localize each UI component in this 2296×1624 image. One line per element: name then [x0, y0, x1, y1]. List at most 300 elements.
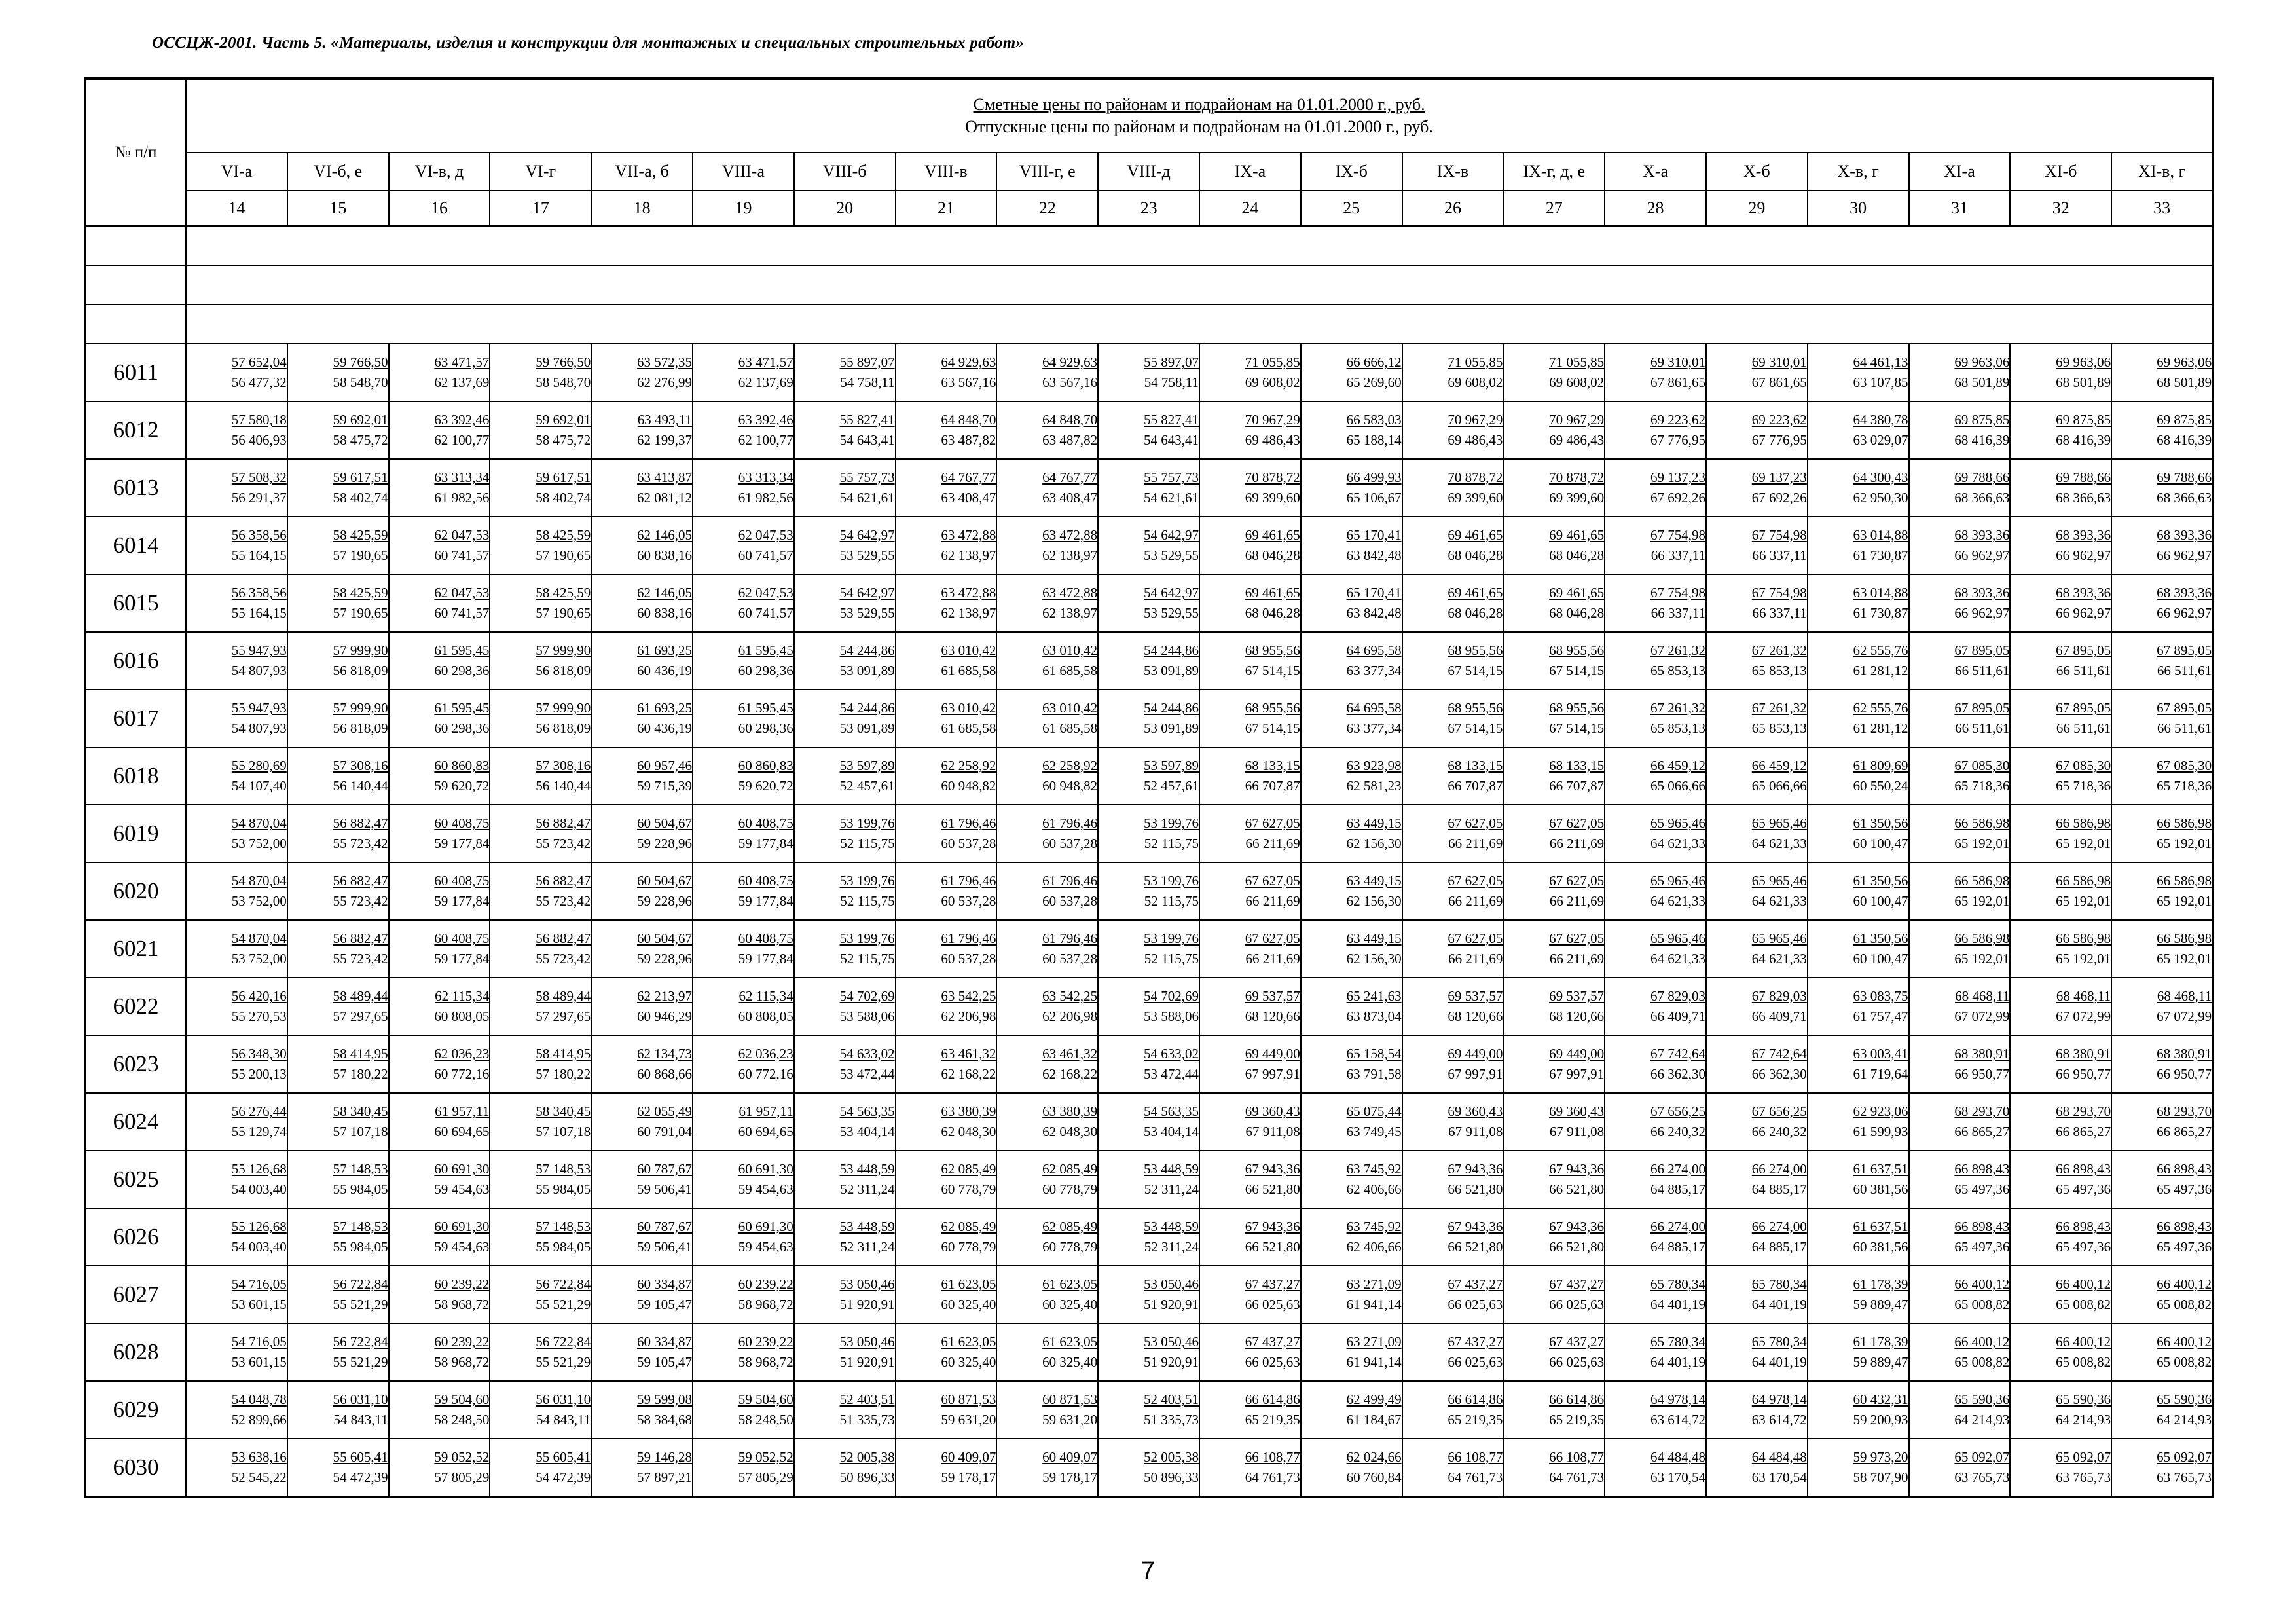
wholesale-price: 54 003,40: [231, 1239, 287, 1255]
wholesale-price: 53 529,55: [1143, 547, 1199, 563]
wholesale-price: 63 170,54: [1650, 1469, 1705, 1485]
estimate-price: 60 957,46: [636, 758, 692, 773]
wholesale-price: 68 416,39: [1954, 432, 2010, 448]
price-cell: [490, 805, 591, 862]
price-cell: [287, 862, 389, 920]
estimate-price: 60 408,75: [738, 931, 793, 946]
price-cell: [693, 1266, 794, 1323]
estimate-price: 54 870,04: [231, 931, 287, 946]
wholesale-price: 52 311,24: [1144, 1239, 1199, 1255]
wholesale-price: 62 156,30: [1346, 951, 1402, 967]
price-cell: [490, 1208, 591, 1266]
price-cell: [186, 920, 287, 978]
estimate-price: 65 092,07: [1954, 1449, 2010, 1465]
estimate-price: 67 754,98: [1751, 585, 1807, 600]
estimate-price: 54 642,97: [839, 527, 895, 543]
estimate-price: 67 742,64: [1751, 1046, 1807, 1061]
wholesale-price: 68 046,28: [1549, 605, 1605, 621]
wholesale-price: 59 200,93: [1853, 1412, 1908, 1428]
price-cell: [2111, 690, 2213, 747]
price-cell: [896, 1035, 997, 1093]
price-cell: [1706, 1093, 1808, 1151]
price-cell: [1503, 574, 1605, 632]
wholesale-price: 66 707,87: [1448, 778, 1503, 794]
price-cell: [1301, 747, 1402, 805]
price-cell: [1808, 862, 1909, 920]
wholesale-price: 56 140,44: [536, 778, 591, 794]
price-cell: [1706, 1439, 1808, 1497]
price-cell: [2010, 344, 2111, 401]
estimate-price: 61 595,45: [434, 700, 490, 716]
estimate-price: 69 223,62: [1751, 412, 1807, 428]
price-cell: [1402, 1323, 1504, 1381]
price-cell: [1808, 747, 1909, 805]
estimate-price: 66 274,00: [1650, 1219, 1705, 1234]
wholesale-price: 65 192,01: [1954, 893, 2010, 909]
estimate-price: 68 468,11: [1955, 988, 2010, 1004]
estimate-price: 56 882,47: [536, 931, 591, 946]
wholesale-price: 60 808,05: [434, 1008, 490, 1024]
price-cell: [287, 1266, 389, 1323]
price-cell: [1706, 1323, 1808, 1381]
estimate-price: 55 827,41: [839, 412, 895, 428]
estimate-price: 69 461,65: [1448, 527, 1503, 543]
table-row: [85, 1266, 2213, 1323]
estimate-price: 60 408,75: [434, 873, 490, 889]
estimate-price: 66 898,43: [2157, 1219, 2212, 1234]
price-cell: [389, 344, 490, 401]
wholesale-price: 67 861,65: [1751, 375, 1807, 390]
wholesale-price: 67 514,15: [1549, 720, 1605, 736]
estimate-price: 62 258,92: [1042, 758, 1098, 773]
district-header-cell: VIII-г, е: [996, 153, 1098, 191]
price-cell: [287, 747, 389, 805]
column-number-cell: 21: [896, 191, 997, 226]
estimate-price: 56 722,84: [333, 1334, 388, 1350]
wholesale-price: 65 066,66: [1650, 778, 1705, 794]
wholesale-price: 66 240,32: [1650, 1124, 1705, 1139]
wholesale-price: 64 885,17: [1650, 1181, 1705, 1197]
wholesale-price: 62 138,97: [941, 605, 996, 621]
estimate-price: 69 963,06: [1954, 354, 2010, 370]
estimate-price: 68 393,36: [2056, 527, 2111, 543]
estimate-price: 57 652,04: [231, 354, 287, 370]
district-header-cell: X-в, г: [1808, 153, 1909, 191]
district-header-cell: IX-в: [1402, 153, 1504, 191]
price-cell: [996, 862, 1098, 920]
price-cell: [186, 805, 287, 862]
district-header-cell: VIII-б: [794, 153, 896, 191]
wholesale-price: 65 497,36: [2157, 1239, 2212, 1255]
wholesale-price: 58 968,72: [434, 1297, 490, 1312]
price-cell: [1909, 344, 2011, 401]
estimate-price: 62 036,23: [434, 1046, 490, 1061]
wholesale-price: 60 741,57: [434, 605, 490, 621]
price-cell: [1909, 1208, 2011, 1266]
price-cell: [1098, 1439, 1199, 1497]
price-cell: [490, 690, 591, 747]
wholesale-price: 68 366,63: [2157, 490, 2212, 506]
wholesale-price: 60 946,29: [636, 1008, 692, 1024]
wholesale-price: 69 399,60: [1448, 490, 1503, 506]
price-cell: [1402, 344, 1504, 401]
price-cell: [794, 690, 896, 747]
price-cell: [490, 1151, 591, 1208]
price-cell: [794, 1381, 896, 1439]
estimate-price: 60 239,22: [434, 1276, 490, 1292]
price-cell: [1503, 1266, 1605, 1323]
wholesale-price: 65 497,36: [2056, 1239, 2111, 1255]
wholesale-price: 60 537,28: [941, 836, 996, 851]
estimate-price: 61 623,05: [941, 1276, 996, 1292]
wholesale-price: 60 298,36: [434, 663, 490, 678]
price-cell: [2111, 1208, 2213, 1266]
wholesale-price: 61 941,14: [1346, 1354, 1402, 1370]
price-cell: [896, 747, 997, 805]
estimate-price: 66 614,86: [1245, 1392, 1300, 1407]
price-cell: [2111, 747, 2213, 805]
price-cell: [1098, 1093, 1199, 1151]
price-cell: [1706, 1208, 1808, 1266]
wholesale-price: 51 920,91: [839, 1354, 895, 1370]
estimate-price: 55 897,07: [839, 354, 895, 370]
estimate-price: 67 627,05: [1549, 931, 1605, 946]
price-cell: [1909, 1266, 2011, 1323]
estimate-price: 67 085,30: [2056, 758, 2111, 773]
price-cell: [389, 459, 490, 517]
table-row: [85, 1208, 2213, 1266]
price-cell: [490, 1439, 591, 1497]
estimate-price: 55 757,73: [839, 470, 895, 485]
estimate-price: 58 414,95: [536, 1046, 591, 1061]
price-cell: [1503, 690, 1605, 747]
price-cell: [1808, 401, 1909, 459]
estimate-price: 55 947,93: [231, 642, 287, 658]
wholesale-price: 57 805,29: [434, 1469, 490, 1485]
estimate-price: 54 244,86: [839, 700, 895, 716]
wholesale-price: 55 723,42: [536, 951, 591, 967]
price-cell: [2111, 862, 2213, 920]
wholesale-price: 60 772,16: [738, 1066, 793, 1082]
wholesale-price: 57 180,22: [333, 1066, 388, 1082]
estimate-price: 62 055,49: [636, 1103, 692, 1119]
estimate-price: 63 083,75: [1853, 988, 1908, 1004]
wholesale-price: 58 475,72: [536, 432, 591, 448]
price-cell: [1706, 632, 1808, 690]
wholesale-price: 69 399,60: [1549, 490, 1605, 506]
wholesale-price: 60 760,84: [1346, 1469, 1402, 1485]
estimate-price: 60 691,30: [738, 1161, 793, 1177]
estimate-price: 67 943,36: [1448, 1161, 1503, 1177]
price-cell: [693, 1323, 794, 1381]
estimate-price: 67 627,05: [1448, 931, 1503, 946]
estimate-price: 67 895,05: [2056, 642, 2111, 658]
price-cell: [1199, 1093, 1301, 1151]
price-cell: [1098, 1323, 1199, 1381]
estimate-price: 67 627,05: [1245, 931, 1300, 946]
wholesale-price: 54 643,41: [1143, 432, 1199, 448]
wholesale-price: 62 081,12: [636, 490, 692, 506]
price-cell: [1503, 1151, 1605, 1208]
price-cell: [591, 344, 693, 401]
column-number-cell: 19: [693, 191, 794, 226]
estimate-price: 70 878,72: [1448, 470, 1503, 485]
table-row: [85, 747, 2213, 805]
wholesale-price: 65 008,82: [2157, 1354, 2212, 1370]
estimate-price: 58 425,59: [536, 527, 591, 543]
estimate-price: 60 239,22: [434, 1334, 490, 1350]
estimate-price: 65 092,07: [2056, 1449, 2111, 1465]
estimate-price: 67 085,30: [1954, 758, 2010, 773]
estimate-price: 68 468,11: [2056, 988, 2111, 1004]
price-cell: [1402, 632, 1504, 690]
wholesale-price: 55 521,29: [333, 1297, 388, 1312]
wholesale-price: 68 416,39: [2157, 432, 2212, 448]
estimate-price: 62 146,05: [636, 585, 692, 600]
wholesale-price: 63 765,73: [1954, 1469, 2010, 1485]
price-cell: [693, 920, 794, 978]
wholesale-price: 66 025,63: [1245, 1297, 1300, 1312]
wholesale-price: 56 818,09: [333, 663, 388, 678]
estimate-price: 63 413,87: [636, 470, 692, 485]
wholesale-price: 68 120,66: [1549, 1008, 1605, 1024]
estimate-price: 65 780,34: [1751, 1334, 1807, 1350]
column-number-cell: 32: [2010, 191, 2111, 226]
wholesale-price: 62 138,97: [1042, 547, 1098, 563]
price-cell: [2111, 1093, 2213, 1151]
price-cell: [389, 401, 490, 459]
price-cell: [2111, 805, 2213, 862]
price-cell: [1605, 1323, 1706, 1381]
wholesale-price: 52 899,66: [231, 1412, 287, 1428]
price-cell: [591, 978, 693, 1035]
price-cell: [591, 1035, 693, 1093]
estimate-price: 55 897,07: [1143, 354, 1199, 370]
estimate-price: 61 957,11: [738, 1103, 793, 1119]
price-cell: [186, 1381, 287, 1439]
estimate-price: 58 425,59: [333, 527, 388, 543]
estimate-price: 62 213,97: [636, 988, 692, 1004]
price-cell: [287, 1381, 389, 1439]
wholesale-price: 65 497,36: [2157, 1181, 2212, 1197]
price-cell: [389, 632, 490, 690]
estimate-price: 53 199,76: [839, 873, 895, 889]
price-cell: [591, 1208, 693, 1266]
estimate-price: 68 380,91: [2157, 1046, 2212, 1061]
table-row: [85, 1323, 2213, 1381]
wholesale-price: 63 408,47: [941, 490, 996, 506]
price-cell: [1503, 459, 1605, 517]
estimate-price: 62 146,05: [636, 527, 692, 543]
estimate-price: 69 461,65: [1549, 527, 1605, 543]
price-cell: [1909, 805, 2011, 862]
wholesale-price: 66 521,80: [1549, 1181, 1605, 1197]
wholesale-price: 58 402,74: [536, 490, 591, 506]
price-cell: [186, 862, 287, 920]
price-cell: [794, 1323, 896, 1381]
wholesale-price: 67 072,99: [1954, 1008, 2010, 1024]
wholesale-price: 50 896,33: [839, 1469, 895, 1485]
wholesale-price: 65 192,01: [2157, 836, 2212, 851]
price-cell: [186, 517, 287, 574]
estimate-price: 69 963,06: [2157, 354, 2212, 370]
estimate-price: 69 223,62: [1650, 412, 1705, 428]
estimate-price: 62 923,06: [1853, 1103, 1908, 1119]
estimate-price: 64 978,14: [1650, 1392, 1705, 1407]
wholesale-price: 68 501,89: [2056, 375, 2111, 390]
wholesale-price: 59 454,63: [434, 1181, 490, 1197]
estimate-price: 67 627,05: [1245, 873, 1300, 889]
wholesale-price: 66 511,61: [2056, 720, 2111, 736]
wholesale-price: 62 138,97: [1042, 605, 1098, 621]
estimate-price: 63 449,15: [1346, 815, 1402, 831]
wholesale-price: 60 778,79: [941, 1239, 996, 1255]
table-row: [85, 920, 2213, 978]
price-cell: [389, 1035, 490, 1093]
wholesale-price: 59 715,39: [636, 778, 692, 794]
estimate-price: 68 955,56: [1448, 642, 1503, 658]
district-header-cell: VI-а: [186, 153, 287, 191]
wholesale-price: 63 765,73: [2157, 1469, 2212, 1485]
table-row: [85, 401, 2213, 459]
estimate-price: 67 895,05: [1954, 700, 2010, 716]
estimate-price: 67 437,27: [1245, 1276, 1300, 1292]
wholesale-price: 56 291,37: [231, 490, 287, 506]
estimate-price: 66 583,03: [1346, 412, 1402, 428]
price-cell: [1199, 690, 1301, 747]
estimate-price: 59 146,28: [636, 1449, 692, 1465]
price-cell: [1503, 401, 1605, 459]
column-number-cell: 17: [490, 191, 591, 226]
wholesale-price: 53 529,55: [839, 547, 895, 563]
table-body: [85, 226, 2213, 1497]
wholesale-price: 61 941,14: [1346, 1297, 1402, 1312]
row-number: 6022: [85, 978, 186, 1035]
estimate-price: 67 943,36: [1245, 1161, 1300, 1177]
wholesale-price: 66 362,30: [1650, 1066, 1705, 1082]
wholesale-price: 68 046,28: [1245, 605, 1300, 621]
wholesale-price: 65 853,13: [1751, 663, 1807, 678]
wholesale-price: 59 178,17: [1042, 1469, 1098, 1485]
wholesale-price: 60 868,66: [636, 1066, 692, 1082]
row-number: 6017: [85, 690, 186, 747]
wholesale-price: 63 487,82: [1042, 432, 1098, 448]
price-cell: [2111, 517, 2213, 574]
estimate-price: 59 504,60: [738, 1392, 793, 1407]
estimate-price: 68 955,56: [1549, 642, 1605, 658]
wholesale-price: 66 211,69: [1549, 836, 1605, 851]
price-cell: [1402, 401, 1504, 459]
estimate-price: 54 716,05: [231, 1334, 287, 1350]
price-cell: [186, 1093, 287, 1151]
price-cell: [2111, 459, 2213, 517]
estimate-price: 63 003,41: [1853, 1046, 1908, 1061]
wholesale-price: 61 982,56: [738, 490, 793, 506]
wholesale-price: 55 521,29: [536, 1354, 591, 1370]
price-cell: [1402, 1151, 1504, 1208]
estimate-price: 53 050,46: [839, 1334, 895, 1350]
estimate-price: 66 400,12: [1954, 1276, 2010, 1292]
estimate-price: 61 796,46: [1042, 815, 1098, 831]
wholesale-price: 58 384,68: [636, 1412, 692, 1428]
estimate-price: 63 010,42: [1042, 642, 1098, 658]
price-cell: [896, 690, 997, 747]
estimate-price: 70 878,72: [1549, 470, 1605, 485]
price-cell: [1503, 1323, 1605, 1381]
row-number: 6011: [85, 344, 186, 401]
wholesale-price: 57 297,65: [536, 1008, 591, 1024]
price-cell: [996, 1266, 1098, 1323]
price-cell: [1605, 862, 1706, 920]
price-cell: [490, 1093, 591, 1151]
wholesale-price: 50 896,33: [1143, 1469, 1199, 1485]
table-row: [85, 1035, 2213, 1093]
wholesale-price: 58 968,72: [738, 1354, 793, 1370]
district-header-cell: IX-б: [1301, 153, 1402, 191]
estimate-price: 69 449,00: [1245, 1046, 1300, 1061]
wholesale-price: 60 325,40: [1042, 1354, 1098, 1370]
wholesale-price: 67 692,26: [1751, 490, 1807, 506]
wholesale-price: 65 192,01: [2056, 951, 2111, 967]
price-cell: [490, 632, 591, 690]
wholesale-price: 59 631,20: [1042, 1412, 1098, 1428]
wholesale-price: 63 749,45: [1346, 1124, 1402, 1139]
price-cell: [591, 1093, 693, 1151]
estimate-price: 69 461,65: [1245, 527, 1300, 543]
price-cell: [186, 574, 287, 632]
price-cell: [1199, 920, 1301, 978]
price-cell: [1402, 1266, 1504, 1323]
wholesale-price: 66 211,69: [1245, 836, 1300, 851]
wholesale-price: 60 948,82: [941, 778, 996, 794]
estimate-price: 69 461,65: [1549, 585, 1605, 600]
price-cell: [1301, 1266, 1402, 1323]
price-cell: [794, 1208, 896, 1266]
price-cell: [2010, 1035, 2111, 1093]
column-number-cell: 16: [389, 191, 490, 226]
wholesale-price: 62 406,66: [1346, 1239, 1402, 1255]
price-cell: [1605, 1439, 1706, 1497]
estimate-price: 68 293,70: [1954, 1103, 2010, 1119]
estimate-price: 54 244,86: [1143, 700, 1199, 716]
wholesale-price: 63 842,48: [1346, 547, 1402, 563]
wholesale-price: 67 072,99: [2056, 1008, 2111, 1024]
wholesale-price: 60 325,40: [941, 1297, 996, 1312]
estimate-price: 60 408,75: [738, 873, 793, 889]
price-cell: [389, 1151, 490, 1208]
estimate-price: 65 965,46: [1650, 931, 1705, 946]
estimate-price: 66 666,12: [1346, 354, 1402, 370]
estimate-price: 62 555,76: [1853, 700, 1908, 716]
estimate-price: 61 796,46: [1042, 931, 1098, 946]
estimate-price: 67 261,32: [1751, 642, 1807, 658]
wholesale-price: 60 808,05: [738, 1008, 793, 1024]
estimate-price: 67 656,25: [1751, 1103, 1807, 1119]
wholesale-price: 52 115,75: [840, 893, 895, 909]
estimate-price: 69 875,85: [2157, 412, 2212, 428]
estimate-price: 60 691,30: [434, 1219, 490, 1234]
price-cell: [287, 1323, 389, 1381]
wholesale-price: 61 281,12: [1853, 720, 1908, 736]
price-cell: [693, 1035, 794, 1093]
estimate-price: 58 414,95: [333, 1046, 388, 1061]
wholesale-price: 60 778,79: [1042, 1181, 1098, 1197]
estimate-price: 59 973,20: [1853, 1449, 1908, 1465]
price-cell: [896, 401, 997, 459]
wholesale-price: 62 168,22: [1042, 1066, 1098, 1082]
estimate-price: 66 586,98: [1954, 873, 2010, 889]
blank-row: [85, 226, 2213, 265]
